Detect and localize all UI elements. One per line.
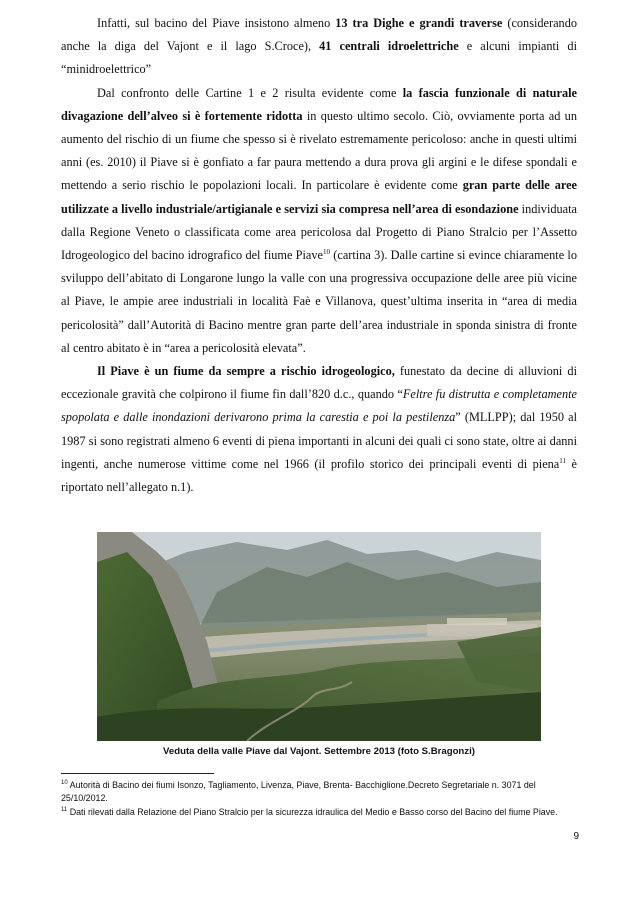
footnote-text: Autorità di Bacino dei fiumi Isonzo, Tagliamento, Livenza, Piave, Brenta- Bacchiglione.Decreto Segretariale n. 3071 del 25/10/2012.: [61, 780, 536, 804]
bold-run: 41 centrali idroelettriche: [319, 39, 459, 54]
text-run: è riportato nell’allegato n.1).: [61, 456, 577, 495]
footnote-ref: 10: [323, 247, 331, 256]
footnote-ref: 11: [559, 456, 567, 465]
footnotes: [61, 779, 581, 821]
text-run: individuata dalla Regione Veneto o classificata come area pericolosa dal Progetto di Piano Stralcio per l’Assetto Idrogeologico del bacino idrografico del fiume Piave: [61, 201, 577, 263]
bold-run: gran parte delle aree utilizzate a livello industriale/artigianale e servizi sia compresa nell’area di esondazione: [61, 178, 577, 216]
footnote-11: [61, 806, 581, 819]
text-run: funestato da decine di alluvioni di eccezionale gravità che colpirono il fiume fin dall’820 d.c., quando “: [61, 364, 577, 402]
photo-caption: Veduta della valle Piave dal Vajont. Settembre 2013 (foto S.Bragonzi): [163, 746, 475, 757]
text-run: Infatti, sul bacino del Piave insistono almeno: [97, 16, 336, 30]
bold-run: Il Piave è un fiume da sempre a rischio idrogeologico,: [97, 364, 395, 379]
footnote-10: [61, 779, 581, 805]
paragraph-2: [61, 82, 577, 360]
italic-quote: Feltre fu distrutta e completamente spopolata e dalle inondazioni derivarono prima la carestia e poi la pestilenza: [61, 387, 577, 425]
landscape-image: [97, 532, 541, 741]
footnote-text: Dati rilevati dalla Relazione del Piano Stralcio per la sicurezza idraulica del Medio e Basso corso del Bacino del fiume Piave.: [67, 807, 558, 818]
paragraph-1: [61, 12, 577, 82]
text-run: (cartina 3). Dalle cartine si evince chiaramente lo sviluppo dell’abitato di Longarone lungo la valle con una progressiva occupazione delle aree più vicine al Piave, le ampie aree industriali in località Faè e Villanova, quest’ultima inserita in “area di media pericolosità” dall’Autorità di Bacino mentre gran parte dell’area industriale in sponda sinistra di fronte al centro abitato è in “area a pericolosità elevata”.: [61, 248, 577, 355]
text-run: (considerando anche la diga del Vajont e il lago S.Croce),: [61, 16, 578, 54]
text-run: Dal confronto delle Cartine 1 e 2 risulta evidente come: [97, 85, 403, 100]
text-run: e alcuni impianti di “minidroelettrico”: [61, 39, 577, 77]
text-run: in questo ultimo secolo. Ciò, ovviamente porta ad un aumento del rischio di un fiume che spesso si è rivelato estremamente pericoloso: anche in questi ultimi anni (es. 2010) il Piave si è gonfiato a far paura mettendo a dura prova gli argini e le difese spondali e mettendo a serio rischio le popolazioni locali. In particolare è evidente come: [61, 108, 577, 193]
footnote-number: 10: [61, 780, 68, 787]
bold-run: la fascia funzionale di naturale divagazione dell’alveo si è fortemente ridotta: [61, 85, 577, 123]
footnote-divider: [61, 773, 214, 774]
valley-photo: [97, 532, 541, 741]
footnote-number: 11: [61, 807, 68, 814]
body-text: [61, 12, 577, 499]
bold-run: 13 tra Dighe e grandi traverse: [335, 16, 503, 30]
text-run: ” (MLLPP); dal 1950 al 1987 si sono registrati almeno 6 eventi di piena importanti in alcuni dei quali ci sono state, oltre ai danni ingenti, anche numerose vittime come nel 1966 (il profilo storico dei principali eventi di piena: [61, 410, 577, 471]
paragraph-3: [61, 360, 577, 499]
page-number: 9: [573, 831, 579, 842]
